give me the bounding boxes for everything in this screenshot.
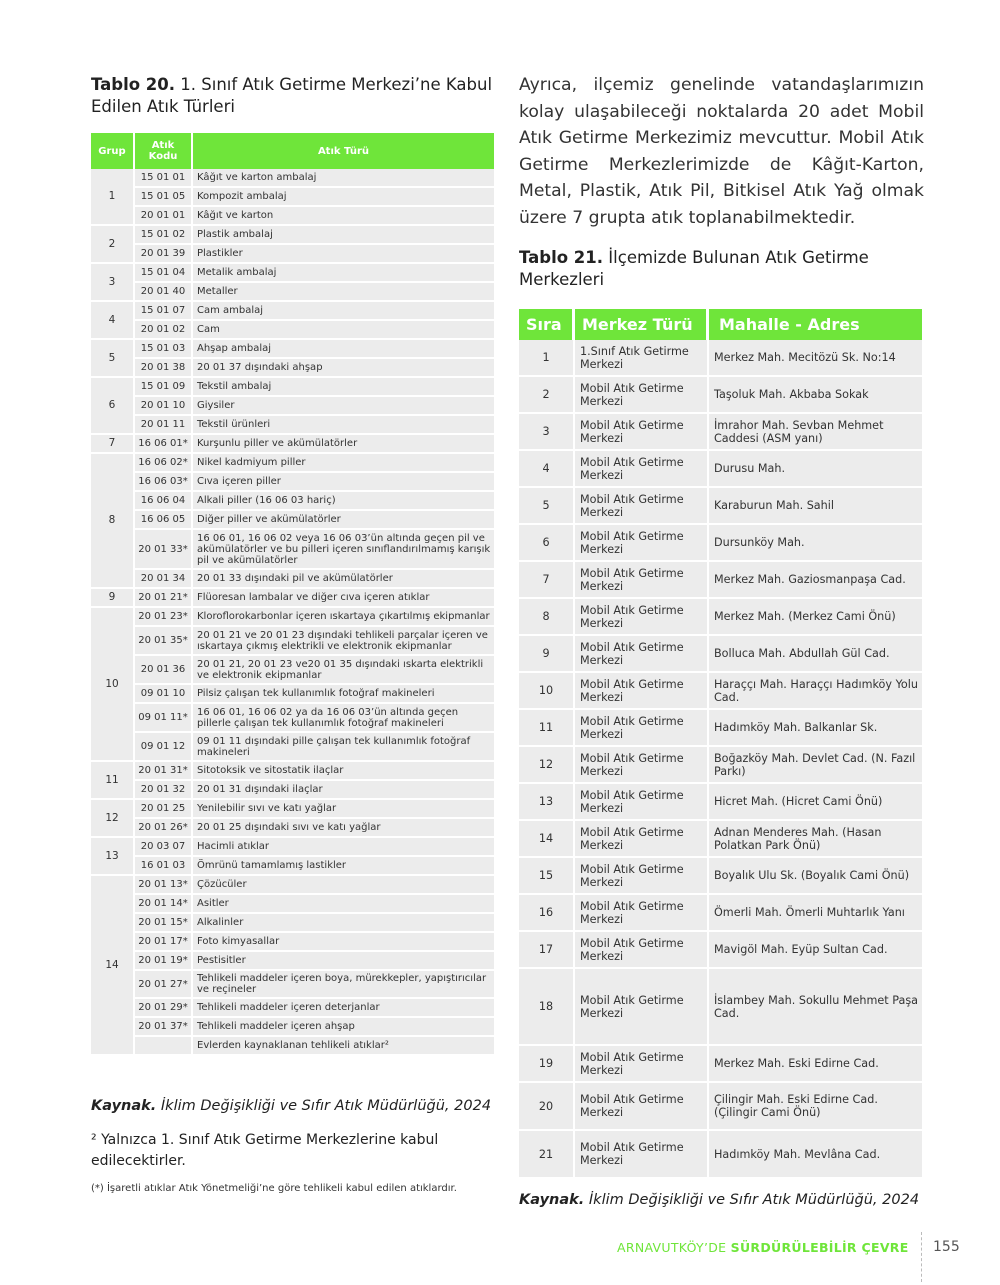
table21-no-cell: 10 [519,673,575,710]
table21-type-cell: Mobil Atık Getirme Merkezi [575,1083,709,1131]
table21-row [519,784,922,821]
table20-header-grup: Grup [91,133,135,169]
table21-type-cell: Mobil Atık Getirme Merkezi [575,932,709,969]
table20-type-cell: Metalik ambalaj [193,264,494,283]
table20-type-cell: Asitler [193,895,494,914]
table20-code-cell: 16 06 04 [135,492,193,511]
table20-type-cell: Diğer piller ve akümülatörler [193,511,494,530]
table20-type-cell: Flüoresan lambalar ve diğer cıva içeren atıklar [193,589,494,608]
table21-type-cell: Mobil Atık Getirme Merkezi [575,451,709,488]
table20-code-cell [135,1037,193,1056]
table20-code-cell: 20 01 32 [135,781,193,800]
table21-type-cell: Mobil Atık Getirme Merkezi [575,895,709,932]
table20-row [91,1037,494,1056]
table21-no-cell: 8 [519,599,575,636]
source-left-label: Kaynak. [91,1098,157,1114]
table20-type-cell: Nikel kadmiyum piller [193,454,494,473]
table20-type-cell: 20 01 21, 20 01 23 ve20 01 35 dışındaki ıskarta elektrikli ve elektronik ekipmanlar [193,656,494,685]
table20-header-row [91,133,494,169]
footer-bold: SÜRDÜRÜLEBİLİR ÇEVRE [730,1240,909,1255]
table20-type-cell: Tehlikeli maddeler içeren deterjanlar [193,999,494,1018]
table20-type-cell: 16 06 01, 16 06 02 veya 16 06 03’ün altında geçen pil ve akümülatörler ve bu pilleri içeren sınıflandırılmamış karışık pil ve akümülatörler [193,530,494,570]
table20-type-cell: 20 01 37 dışındaki ahşap [193,359,494,378]
table20-row [91,952,494,971]
table21-type-cell: Mobil Atık Getirme Merkezi [575,969,709,1046]
table21-no-cell: 5 [519,488,575,525]
table21-caption [519,247,919,291]
table20-row [91,838,494,857]
table20-code-cell: 20 01 27* [135,971,193,999]
table20-code-cell: 09 01 12 [135,733,193,762]
table21-no-cell: 15 [519,858,575,895]
table20-row [91,781,494,800]
table20-code-cell: 09 01 10 [135,685,193,704]
table20-group-cell: 8 [91,454,135,589]
table21-address-cell: Merkez Mah. (Merkez Cami Önü) [709,599,922,636]
table20-type-cell: Hacimli atıklar [193,838,494,857]
table21-no-cell: 2 [519,377,575,414]
table20-code-cell: 20 01 38 [135,359,193,378]
table21-row [519,747,922,784]
table20-header-tur: Atık Türü [193,133,494,169]
table20-type-cell: Pestisitler [193,952,494,971]
table21-address-cell: Çilingir Mah. Eski Edirne Cad. (Çilingir Cami Önü) [709,1083,922,1131]
table20-group-cell: 11 [91,762,135,800]
table20-code-cell: 15 01 09 [135,378,193,397]
table20-row [91,530,494,570]
table20-header-kod: Atık Kodu [135,133,193,169]
table21-address-cell: Hadımköy Mah. Balkanlar Sk. [709,710,922,747]
footer-prefix: ARNAVUTKÖY’DE [617,1240,731,1255]
table21-address-cell: Bolluca Mah. Abdullah Gül Cad. [709,636,922,673]
table20-code-cell: 20 01 23* [135,608,193,627]
table21-header-tur: Merkez Türü [575,309,709,340]
table20-row [91,895,494,914]
table20-type-cell: Alkali piller (16 06 03 hariç) [193,492,494,511]
table21-label: Tablo 21. [519,248,604,267]
table20-row [91,397,494,416]
table21-address-cell: İmrahor Mah. Sevban Mehmet Caddesi (ASM yanı) [709,414,922,451]
table20-row [91,570,494,589]
table20-type-cell: 09 01 11 dışındaki pille çalışan tek kullanımlık fotoğraf makineleri [193,733,494,762]
table21-address-cell: Hicret Mah. (Hicret Cami Önü) [709,784,922,821]
table21-address-cell: Boğazköy Mah. Devlet Cad. (N. Fazıl Parkı) [709,747,922,784]
table20-code-cell: 20 01 11 [135,416,193,435]
table21-no-cell: 7 [519,562,575,599]
table21-no-cell: 6 [519,525,575,562]
table21-no-cell: 16 [519,895,575,932]
table20-row [91,627,494,656]
table20-code-cell: 15 01 05 [135,188,193,207]
table21-type-cell: Mobil Atık Getirme Merkezi [575,599,709,636]
table20-type-cell: Kurşunlu piller ve akümülatörler [193,435,494,454]
table20-type-cell: 20 01 21 ve 20 01 23 dışındaki tehlikeli parçalar içeren ve ıskartaya çıkmış elektrikli ve elektronik ekipmanlar [193,627,494,656]
table21-row [519,377,922,414]
table21-address-cell: Durusu Mah. [709,451,922,488]
table20-code-cell: 20 01 37* [135,1018,193,1037]
table20-type-cell: Foto kimyasallar [193,933,494,952]
table20-type-cell: Tekstil ambalaj [193,378,494,397]
table20-code-cell: 20 01 02 [135,321,193,340]
table20-group-cell: 5 [91,340,135,378]
table21-no-cell: 11 [519,710,575,747]
table20-row [91,933,494,952]
table20-type-cell: Sitotoksik ve sitostatik ilaçlar [193,762,494,781]
table20-row [91,971,494,999]
table20-code-cell: 16 06 01* [135,435,193,454]
table20-type-cell: Evlerden kaynaklanan tehlikeli atıklar² [193,1037,494,1056]
table20-type-cell: Metaller [193,283,494,302]
table20-code-cell: 16 06 05 [135,511,193,530]
table20-code-cell: 20 01 33* [135,530,193,570]
table20-code-cell: 20 01 39 [135,245,193,264]
table20-title: 1. Sınıf Atık Getirme Merkezi’ne Kabul Edilen Atık Türleri [91,75,493,116]
table20-code-cell: 20 01 17* [135,933,193,952]
page-number: 155 [933,1239,960,1255]
table21-no-cell: 3 [519,414,575,451]
table20-type-cell: 20 01 25 dışındaki sıvı ve katı yağlar [193,819,494,838]
table20-code-cell: 16 06 02* [135,454,193,473]
table21-address-cell: İslambey Mah. Sokullu Mehmet Paşa Cad. [709,969,922,1046]
table20-code-cell: 20 01 15* [135,914,193,933]
table21-type-cell: Mobil Atık Getirme Merkezi [575,784,709,821]
table20-type-cell: Tekstil ürünleri [193,416,494,435]
table21-type-cell: Mobil Atık Getirme Merkezi [575,710,709,747]
table21-type-cell: Mobil Atık Getirme Merkezi [575,1131,709,1179]
table21-row [519,969,922,1046]
table20-code-cell: 16 06 03* [135,473,193,492]
table21-row [519,340,922,377]
table20-code-cell: 20 01 34 [135,570,193,589]
source-right-text: İklim Değişikliği ve Sıfır Atık Müdürlüğü, 2024 [584,1192,920,1208]
table21-no-cell: 14 [519,821,575,858]
table20-row [91,733,494,762]
table20-group-cell: 1 [91,169,135,226]
footnote-2: ² Yalnızca 1. Sınıf Atık Getirme Merkezlerine kabul edilecektirler. [91,1132,439,1169]
table21-header-adres: Mahalle - Adres [709,309,922,340]
table21-row [519,451,922,488]
table20-type-cell: Kloroflorokarbonlar içeren ıskartaya çıkartılmış ekipmanlar [193,608,494,627]
table20-code-cell: 20 01 19* [135,952,193,971]
table21-type-cell: Mobil Atık Getirme Merkezi [575,636,709,673]
table21-address-cell: Merkez Mah. Mecitözü Sk. No:14 [709,340,922,377]
table20-row [91,1018,494,1037]
table21-no-cell: 4 [519,451,575,488]
table21-address-cell: Karaburun Mah. Sahil [709,488,922,525]
table21-row [519,562,922,599]
table20-row [91,492,494,511]
table21-row [519,821,922,858]
table20-row [91,378,494,397]
table21-type-cell: Mobil Atık Getirme Merkezi [575,562,709,599]
table21-address-cell: Mavigöl Mah. Eyüp Sultan Cad. [709,932,922,969]
table20-group-cell: 12 [91,800,135,838]
table21-row [519,932,922,969]
table20-code-cell: 15 01 02 [135,226,193,245]
table21-row [519,488,922,525]
table21-address-cell: Hadımköy Mah. Mevlâna Cad. [709,1131,922,1179]
table20-code-cell: 16 01 03 [135,857,193,876]
table21-type-cell: Mobil Atık Getirme Merkezi [575,821,709,858]
table21-type-cell: Mobil Atık Getirme Merkezi [575,414,709,451]
table21-type-cell: Mobil Atık Getirme Merkezi [575,747,709,784]
table21-body [519,340,922,1179]
table21-no-cell: 9 [519,636,575,673]
table21-title: İlçemizde Bulunan Atık Getirme Merkezleri [519,248,869,289]
source-left [91,1098,491,1114]
table20-type-cell: Cıva içeren piller [193,473,494,492]
table20-type-cell: Plastikler [193,245,494,264]
table20-type-cell: Pilsiz çalışan tek kullanımlık fotoğraf makineleri [193,685,494,704]
footnote-asterisk: (*) İşaretli atıklar Atık Yönetmeliği’ne göre tehlikeli kabul edilen atıklardır. [91,1183,457,1194]
table20-type-cell: Kâğıt ve karton [193,207,494,226]
table21-row [519,858,922,895]
table20-type-cell: 20 01 33 dışındaki pil ve akümülatörler [193,570,494,589]
table21-row [519,525,922,562]
table20-code-cell: 20 01 40 [135,283,193,302]
table21-address-cell: Merkez Mah. Eski Edirne Cad. [709,1046,922,1083]
table20-row [91,454,494,473]
table20-group-cell: 6 [91,378,135,435]
table20 [91,133,494,1056]
table21-address-cell: Taşoluk Mah. Akbaba Sokak [709,377,922,414]
table21-row [519,673,922,710]
table20-group-cell: 9 [91,589,135,608]
table21-no-cell: 19 [519,1046,575,1083]
table20-code-cell: 15 01 03 [135,340,193,359]
table20-row [91,416,494,435]
table21-type-cell: Mobil Atık Getirme Merkezi [575,858,709,895]
table20-type-cell: Tehlikeli maddeler içeren ahşap [193,1018,494,1037]
table20-code-cell: 20 03 07 [135,838,193,857]
table20-row [91,608,494,627]
table21-row [519,895,922,932]
table21-address-cell: Dursunköy Mah. [709,525,922,562]
table20-code-cell: 20 01 21* [135,589,193,608]
table20-type-cell: Cam ambalaj [193,302,494,321]
table20-code-cell: 20 01 13* [135,876,193,895]
table20-row [91,589,494,608]
table21-row [519,414,922,451]
table20-row [91,656,494,685]
table21-address-cell: Boyalık Ulu Sk. (Boyalık Cami Önü) [709,858,922,895]
table20-group-cell: 14 [91,876,135,1056]
table20-code-cell: 20 01 31* [135,762,193,781]
table21-type-cell: Mobil Atık Getirme Merkezi [575,1046,709,1083]
table20-row [91,999,494,1018]
table20-type-cell: Cam [193,321,494,340]
table20-code-cell: 20 01 01 [135,207,193,226]
table21-type-cell: 1.Sınıf Atık Getirme Merkezi [575,340,709,377]
table20-type-cell: Tehlikeli maddeler içeren boya, mürekkepler, yapıştırıcılar ve reçineler [193,971,494,999]
footer-divider [921,1232,922,1282]
table20-row [91,685,494,704]
table20-row [91,914,494,933]
table20-label: Tablo 20. [91,75,176,94]
table21-header-row [519,309,922,340]
footer-title [617,1240,909,1255]
table20-row [91,321,494,340]
table21-row [519,636,922,673]
table20-type-cell: Çözücüler [193,876,494,895]
table20-type-cell: Yenilebilir sıvı ve katı yağlar [193,800,494,819]
table21-address-cell: Ömerli Mah. Ömerli Muhtarlık Yanı [709,895,922,932]
table20-caption [91,74,501,118]
table21-no-cell: 12 [519,747,575,784]
table20-group-cell: 7 [91,435,135,454]
table21-header-sira: Sıra [519,309,575,340]
table20-type-cell: 16 06 01, 16 06 02 ya da 16 06 03’ün altında geçen pillerle çalışan tek kullanımlık fotoğraf makineleri [193,704,494,733]
table20-group-cell: 3 [91,264,135,302]
table21-no-cell: 17 [519,932,575,969]
table21-type-cell: Mobil Atık Getirme Merkezi [575,673,709,710]
table20-type-cell: 20 01 31 dışındaki ilaçlar [193,781,494,800]
table20-code-cell: 15 01 07 [135,302,193,321]
table20-row [91,819,494,838]
table21-row [519,599,922,636]
table20-type-cell: Giysiler [193,397,494,416]
table21-no-cell: 20 [519,1083,575,1131]
table21-address-cell: Merkez Mah. Gaziosmanpaşa Cad. [709,562,922,599]
table21-no-cell: 13 [519,784,575,821]
table20-row [91,226,494,245]
table21 [519,309,922,1179]
table20-type-cell: Alkalinler [193,914,494,933]
table20-group-cell: 2 [91,226,135,264]
source-right-label: Kaynak. [519,1192,585,1208]
table20-code-cell: 20 01 10 [135,397,193,416]
table20-code-cell: 09 01 11* [135,704,193,733]
table20-group-cell: 4 [91,302,135,340]
table21-no-cell: 18 [519,969,575,1046]
table20-code-cell: 20 01 25 [135,800,193,819]
table20-body [91,169,494,1056]
table20-row [91,762,494,781]
table20-row [91,800,494,819]
table21-address-cell: Adnan Menderes Mah. (Hasan Polatkan Park Önü) [709,821,922,858]
table20-type-cell: Kâğıt ve karton ambalaj [193,169,494,188]
table20-row [91,704,494,733]
table20-row [91,207,494,226]
source-right [519,1192,919,1208]
table20-row [91,876,494,895]
table20-row [91,245,494,264]
table20-row [91,340,494,359]
table21-row [519,710,922,747]
table21-row [519,1046,922,1083]
table20-row [91,473,494,492]
source-left-text: İklim Değişikliği ve Sıfır Atık Müdürlüğü, 2024 [156,1098,492,1114]
table20-row [91,188,494,207]
table20-row [91,511,494,530]
table20-row [91,857,494,876]
table20-row [91,359,494,378]
table20-row [91,302,494,321]
table20-code-cell: 20 01 29* [135,999,193,1018]
table20-code-cell: 15 01 01 [135,169,193,188]
table21-type-cell: Mobil Atık Getirme Merkezi [575,377,709,414]
table21-no-cell: 21 [519,1131,575,1179]
table20-code-cell: 20 01 26* [135,819,193,838]
table21-row [519,1131,922,1179]
table21-row [519,1083,922,1131]
table20-code-cell: 20 01 35* [135,627,193,656]
table21-address-cell: Haraççı Mah. Haraççı Hadımköy Yolu Cad. [709,673,922,710]
table20-group-cell: 10 [91,608,135,762]
table20-code-cell: 20 01 14* [135,895,193,914]
table21-type-cell: Mobil Atık Getirme Merkezi [575,488,709,525]
table20-row [91,283,494,302]
table20-type-cell: Kompozit ambalaj [193,188,494,207]
table20-code-cell: 15 01 04 [135,264,193,283]
table21-no-cell: 1 [519,340,575,377]
table20-type-cell: Plastik ambalaj [193,226,494,245]
intro-paragraph: Ayrıca, ilçemiz genelinde vatandaşlarımızın kolay ulaşabileceği noktalarda 20 adet Mobil Atık Getirme Merkezimiz mevcuttur. Mobil Atık Getirme Merkezlerimizde de Kâğıt-Karton, Metal, Plastik, Atık Pil, Bitkisel Atık Yağ olmak üzere 7 grupta atık toplanabilmektedir. [519,75,924,228]
table20-type-cell: Ömrünü tamamlamış lastikler [193,857,494,876]
table20-group-cell: 13 [91,838,135,876]
table21-type-cell: Mobil Atık Getirme Merkezi [575,525,709,562]
table20-row [91,264,494,283]
table20-type-cell: Ahşap ambalaj [193,340,494,359]
table20-row [91,435,494,454]
table20-code-cell: 20 01 36 [135,656,193,685]
table20-row [91,169,494,188]
